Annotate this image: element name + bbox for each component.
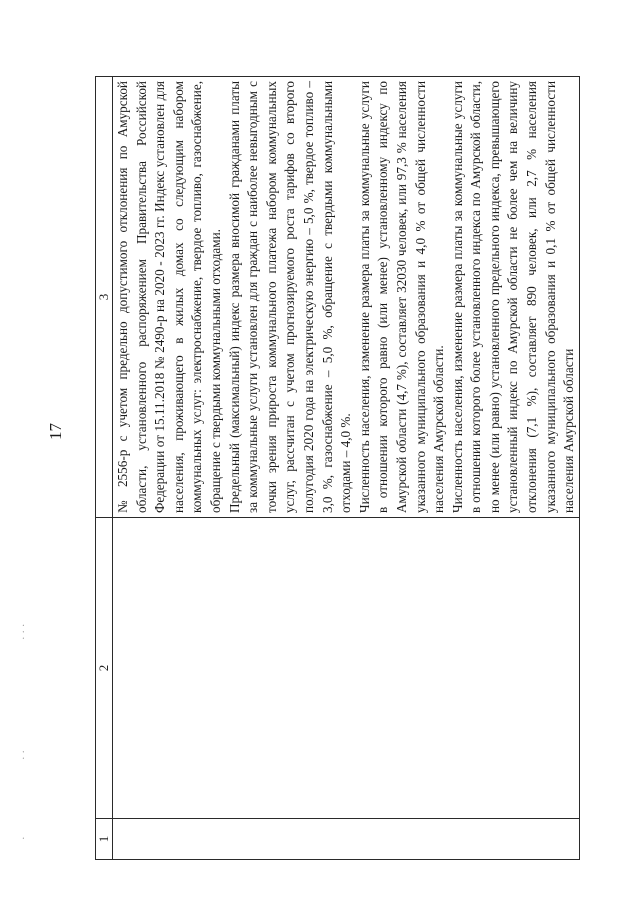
scan-mark: · ·	[18, 749, 30, 760]
paragraph-population-within-index: Численность населения, изменение размера платы за коммунальные услуги в отношении которого равно (или менее) установленному индексу по Амурской области (4,7 %), составляет 32030 человек, или 97,3 % населения указанного муниципального образования и 4,0 % от общей численности населения Амурской области.	[356, 81, 447, 513]
paragraph-index-description: № 2556-р с учетом предельно допустимого отклонения по Амурской области, установленного распоряжением Правительства Российской Федерации от 15.11.2018 № 2490-р на 2020 - 2023 гг. Индекс установлен для населения, проживающего в жилых домах со следующим набором коммунальных услуг: электроснабжение, твердое топливо, газоснабжение, обращение с твердыми коммунальными отходами.	[115, 81, 223, 513]
column-header-1: 1	[96, 819, 113, 860]
table	[95, 76, 580, 860]
document-table	[95, 80, 580, 860]
column-header-3: 3	[96, 77, 113, 518]
cell-col3	[113, 77, 580, 518]
table-header-row	[96, 77, 113, 860]
paragraph-population-above-index: Численность населения, изменение размера платы за коммунальные услуги в отношении которого более установленного индекса по Амурской области, но менее (или равно) установленного предельного индекса, превышающего установленный индекс по Амурской области не более чем на величину отклонения (7,1 %), составляет 890 человек, или 2,7 % населения указанного муниципального образования и 0,1 % от общей численности населения Амурской области	[449, 81, 577, 513]
column-header-2: 2	[96, 518, 113, 819]
paragraph-max-index: Предельный (максимальный) индекс размера вносимой гражданами платы за коммунальные услуги установлен для граждан с наиболее невыгодным с точки зрения прироста коммунального платежа набором коммунальных услуг, рассчитан с учетом прогнозируемого роста тарифов со второго полугодия 2020 года на электрическую энергию – 5,0 %, твердое топливо – 3,0 %, газоснабжение – 5,0 %, обращение с твердыми коммунальными отходами – 4,0 %.	[226, 81, 354, 513]
cell-col1	[113, 819, 580, 860]
table-row	[113, 77, 580, 860]
cell-text	[113, 77, 579, 517]
scan-mark: · · ·	[18, 623, 30, 640]
page-number: 17	[46, 423, 65, 440]
cell-col2	[113, 518, 580, 819]
scan-mark: ·	[18, 836, 30, 840]
